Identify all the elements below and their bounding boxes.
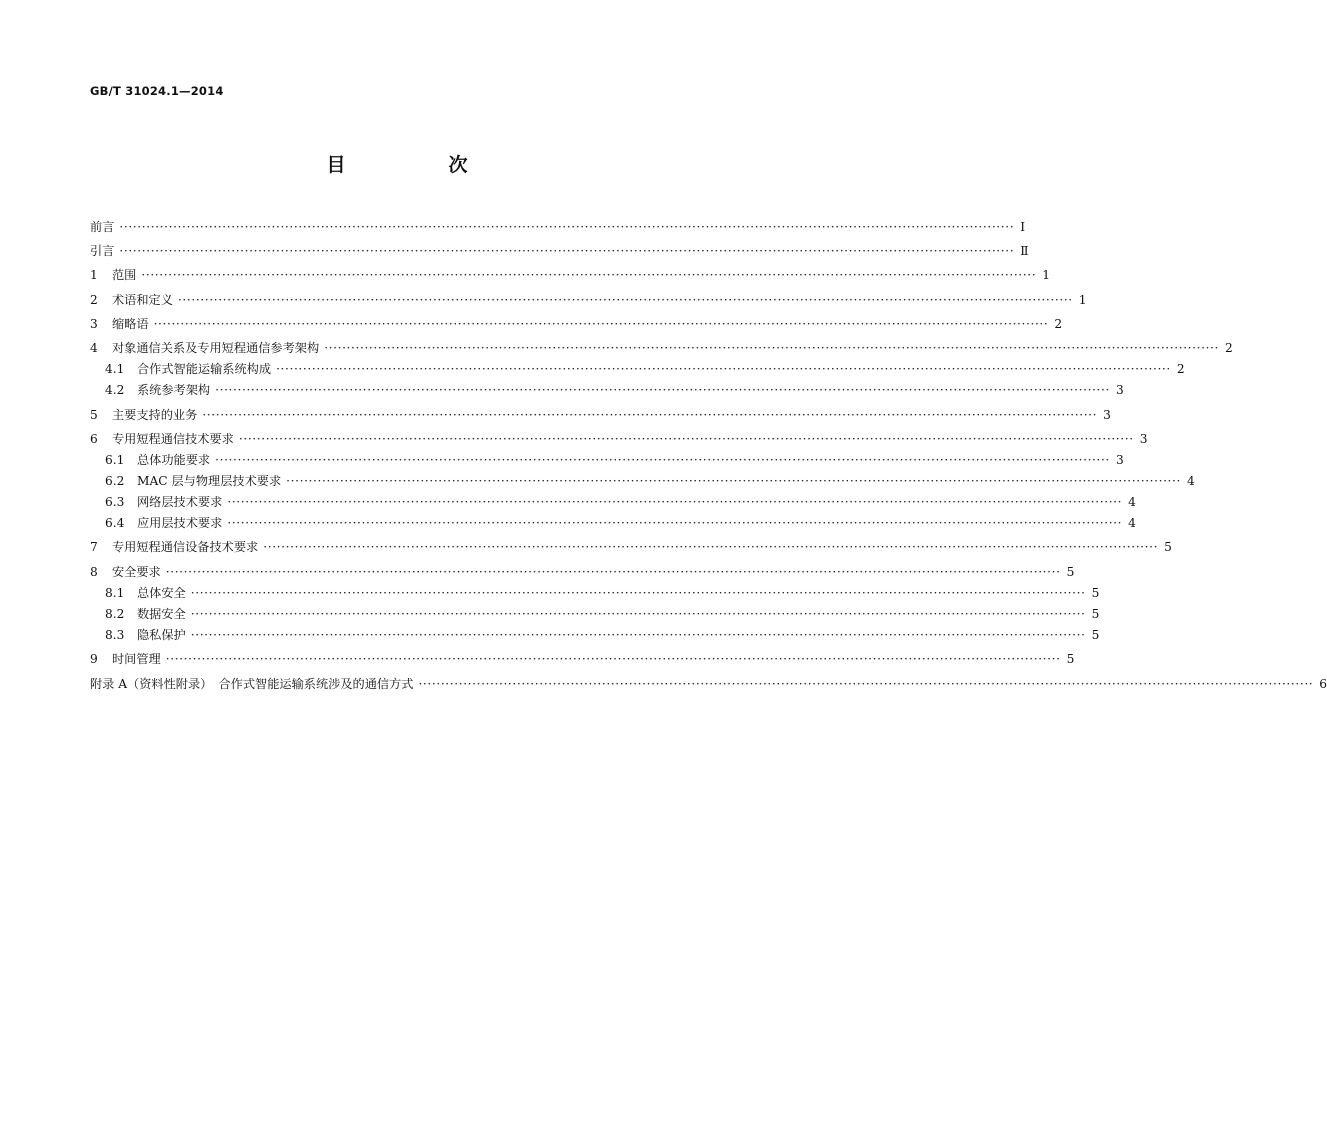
toc-entry-label: 附录 A（资料性附录） 合作式智能运输系统涉及的通信方式 — [90, 677, 414, 691]
toc-dot-leader: ········································································································································································································ — [119, 220, 1015, 234]
toc-entry-label: 引言 — [90, 244, 115, 258]
toc-entry-number: 6.4 — [105, 516, 125, 530]
toc-entry[interactable] — [105, 492, 1136, 512]
toc-entry-number: 4 — [90, 341, 98, 355]
toc-entry-label: 隐私保护 — [137, 628, 186, 642]
toc-entry[interactable] — [90, 562, 1075, 582]
toc-entry[interactable] — [105, 513, 1136, 533]
toc-entry-label: 主要支持的业务 — [112, 408, 198, 422]
toc-entry[interactable] — [90, 649, 1075, 669]
toc-entry-label: 缩略语 — [112, 317, 149, 331]
toc-entry-number: 3 — [90, 317, 98, 331]
toc-entry[interactable] — [90, 290, 1087, 310]
toc-dot-leader: ········································································································································································································ — [215, 453, 1110, 467]
toc-dot-leader: ········································································································································································································ — [418, 677, 1314, 691]
toc-title: 目 次 — [326, 154, 510, 176]
toc-entry[interactable] — [90, 429, 1148, 449]
toc-entry-number: 6 — [90, 432, 98, 446]
toc-dot-leader: ········································································································································································································ — [165, 652, 1061, 666]
toc-entry[interactable] — [90, 314, 1063, 334]
toc-entry-page: 5 — [1091, 628, 1100, 642]
toc-entry-label: 系统参考架构 — [137, 383, 211, 397]
toc-entry-number: 9 — [90, 652, 98, 666]
toc-entry[interactable] — [90, 405, 1111, 425]
toc-entry-page: 1 — [1042, 268, 1050, 282]
toc-entry-label: 专用短程通信设备技术要求 — [112, 540, 259, 554]
toc-entry-label: 对象通信关系及专用短程通信参考架构 — [112, 341, 320, 355]
toc-entry-label: 术语和定义 — [112, 293, 173, 307]
toc-entry-number: 5 — [90, 408, 98, 422]
toc-entry-label: 合作式智能运输系统构成 — [137, 362, 272, 376]
toc-entry-label: 前言 — [90, 220, 115, 234]
toc-entry-number: 8.1 — [105, 586, 125, 600]
toc-entry-page: 6 — [1319, 677, 1327, 691]
toc-dot-leader: ········································································································································································································ — [153, 317, 1049, 331]
toc-entry[interactable] — [90, 265, 1050, 285]
toc-entry[interactable] — [90, 241, 1029, 261]
toc-entry-page: 3 — [1103, 408, 1111, 422]
toc-entry-page: 5 — [1066, 652, 1075, 666]
toc-dot-leader: ········································································································································································································ — [190, 607, 1086, 621]
toc-dot-leader: ········································································································································································································ — [286, 474, 1181, 488]
toc-entry-page: 3 — [1139, 432, 1148, 446]
toc-entry[interactable] — [90, 338, 1233, 358]
toc-dot-leader: ········································································································································································································ — [215, 383, 1110, 397]
toc-entry-page: 2 — [1054, 317, 1063, 331]
toc-entry-page: 5 — [1066, 565, 1075, 579]
toc-dot-leader: ········································································································································································································ — [324, 341, 1219, 355]
toc-entry-label: 专用短程通信技术要求 — [112, 432, 234, 446]
toc-entry-page: 5 — [1164, 540, 1172, 554]
toc-entry-page: 2 — [1176, 362, 1185, 376]
toc-entry-number: 6.1 — [105, 453, 125, 467]
toc-entry-label: 安全要求 — [112, 565, 161, 579]
toc-entry-page: 5 — [1091, 586, 1100, 600]
toc-dot-leader: ········································································································································································································ — [276, 362, 1171, 376]
toc-dot-leader: ········································································································································································································ — [141, 268, 1037, 282]
toc-dot-leader: ········································································································································································································ — [227, 516, 1123, 530]
toc-entry-label: 时间管理 — [112, 652, 161, 666]
toc-entry-page: 3 — [1115, 383, 1124, 397]
toc-dot-leader: ········································································································································································································ — [190, 586, 1086, 600]
toc-entry-number: 4.2 — [105, 383, 125, 397]
toc-entry-number: 6.2 — [105, 474, 125, 488]
toc-entry-page: 3 — [1115, 453, 1124, 467]
toc-entry-label: 总体安全 — [137, 586, 186, 600]
toc-entry-number: 6.3 — [105, 495, 125, 509]
toc-entry-page: 1 — [1078, 293, 1087, 307]
toc-entry[interactable] — [105, 450, 1124, 470]
toc-entry[interactable] — [90, 537, 1172, 557]
toc-entry-label: 网络层技术要求 — [137, 495, 223, 509]
toc-entry-page: 5 — [1091, 607, 1100, 621]
toc-entry-label: 范围 — [112, 268, 137, 282]
toc-entry-number: 8.3 — [105, 628, 125, 642]
toc-dot-leader: ········································································································································································································ — [190, 628, 1086, 642]
toc-dot-leader: ········································································································································································································ — [165, 565, 1061, 579]
toc-entry-label: 应用层技术要求 — [137, 516, 223, 530]
toc-entry[interactable] — [105, 359, 1185, 379]
toc-entry-number: 8.2 — [105, 607, 125, 621]
toc-entry-number: 8 — [90, 565, 98, 579]
toc-entry-page: Ⅰ — [1020, 220, 1026, 234]
toc-entry-number: 2 — [90, 293, 98, 307]
toc-dot-leader: ········································································································································································································ — [119, 244, 1015, 258]
toc-entry-number: 4.1 — [105, 362, 125, 376]
toc-entry-label: 总体功能要求 — [137, 453, 211, 467]
toc-entry-label: 数据安全 — [137, 607, 186, 621]
toc-entry-number: 1 — [90, 268, 98, 282]
toc-dot-leader: ········································································································································································································ — [227, 495, 1123, 509]
toc-entry[interactable] — [105, 604, 1100, 624]
toc-dot-leader: ········································································································································································································ — [202, 408, 1098, 422]
document-id: GB/T 31024.1—2014 — [90, 84, 224, 98]
toc-entry[interactable] — [105, 625, 1100, 645]
toc-entry[interactable] — [90, 674, 1327, 694]
toc-entry-page: 4 — [1186, 474, 1195, 488]
toc-dot-leader: ········································································································································································································ — [238, 432, 1134, 446]
toc-dot-leader: ········································································································································································································ — [263, 540, 1159, 554]
toc-entry[interactable] — [105, 380, 1124, 400]
toc-dot-leader: ········································································································································································································ — [177, 293, 1073, 307]
toc-entry-page: 4 — [1128, 495, 1136, 509]
toc-entry-label: MAC 层与物理层技术要求 — [137, 474, 282, 488]
toc-entry[interactable] — [105, 583, 1100, 603]
toc-entry-page: Ⅱ — [1020, 244, 1029, 258]
toc-entry[interactable] — [90, 217, 1026, 237]
toc-entry-page: 2 — [1225, 341, 1233, 355]
toc-entry[interactable] — [105, 471, 1195, 491]
toc-entry-page: 4 — [1128, 516, 1136, 530]
toc-entry-number: 7 — [90, 540, 98, 554]
